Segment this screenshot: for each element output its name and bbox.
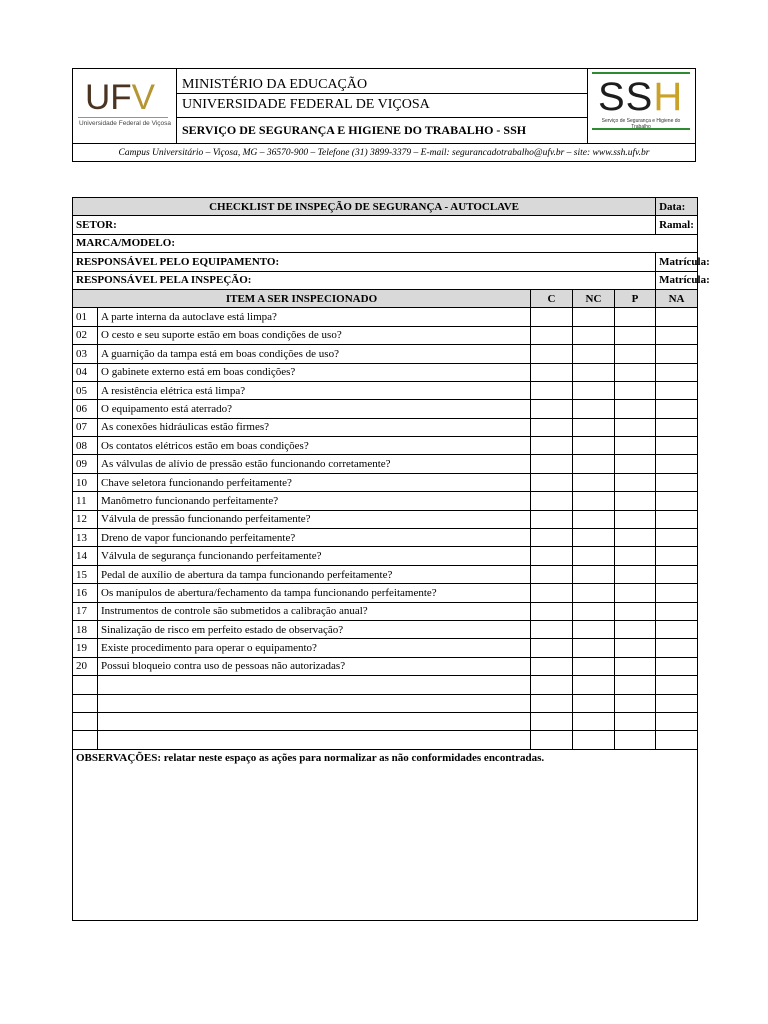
ssh-logo-subtitle: Serviço de Segurança e Higiene do Trabalho	[601, 118, 681, 130]
answer-nc-cell[interactable]	[573, 529, 615, 547]
blank-item-row	[73, 694, 698, 712]
item-question: Os contatos elétricos estão em boas condições?	[98, 437, 531, 455]
item-question: Possui bloqueio contra uso de pessoas não autorizadas?	[98, 657, 531, 675]
observations-label: OBSERVAÇÕES:	[76, 751, 161, 764]
inspection-responsible-field[interactable]: RESPONSÁVEL PELA INSPEÇÃO:	[73, 271, 656, 289]
answer-na-cell[interactable]	[656, 473, 698, 491]
checklist-item-row	[73, 455, 698, 473]
checklist-item-row	[73, 400, 698, 418]
answer-nc-cell[interactable]	[573, 345, 615, 363]
checklist-item-row	[73, 657, 698, 675]
checklist-item-row	[73, 547, 698, 565]
answer-c-cell[interactable]	[531, 547, 573, 565]
answer-na-cell[interactable]	[656, 437, 698, 455]
item-question: Dreno de vapor funcionando perfeitamente?	[98, 529, 531, 547]
answer-na-cell[interactable]	[656, 584, 698, 602]
blank-question-cell[interactable]	[98, 676, 531, 694]
answer-nc-cell[interactable]	[573, 712, 615, 730]
ufv-logo-subtitle: Universidade Federal de Viçosa	[78, 120, 171, 127]
inspection-registration-field[interactable]: Matrícula:	[656, 271, 698, 289]
answer-c-cell[interactable]	[531, 565, 573, 583]
item-question: A parte interna da autoclave está limpa?	[98, 308, 531, 326]
item-number: 11	[73, 492, 98, 510]
answer-c-cell[interactable]	[531, 455, 573, 473]
checklist-item-row	[73, 510, 698, 528]
contact-line: Campus Universitário – Viçosa, MG – 36570-900 – Telefone (31) 3899-3379 – E-mail: segurancadotrabalho@ufv.br – site: www.ssh.ufv.br	[73, 143, 695, 162]
checklist-item-row	[73, 418, 698, 436]
ufv-logo-rule	[78, 117, 168, 118]
blank-item-row	[73, 731, 698, 749]
checklist-item-row	[73, 381, 698, 399]
ministry-title: MINISTÉRIO DA EDUCAÇÃO	[177, 69, 587, 94]
ssh-logo-mark: SSH	[598, 75, 684, 119]
column-header-nc: NC	[573, 289, 615, 307]
item-question: O equipamento está aterrado?	[98, 400, 531, 418]
item-number: 06	[73, 400, 98, 418]
answer-na-cell[interactable]	[656, 400, 698, 418]
answer-p-cell[interactable]	[615, 602, 656, 620]
item-question: Válvula de segurança funcionando perfeitamente?	[98, 547, 531, 565]
answer-c-cell[interactable]	[531, 602, 573, 620]
answer-p-cell[interactable]	[615, 639, 656, 657]
column-header-c: C	[531, 289, 573, 307]
sector-row	[73, 216, 698, 234]
answer-nc-cell[interactable]	[573, 363, 615, 381]
answer-c-cell[interactable]	[531, 712, 573, 730]
answer-na-cell[interactable]	[656, 492, 698, 510]
observations-field[interactable]	[73, 749, 698, 920]
item-number: 19	[73, 639, 98, 657]
answer-p-cell[interactable]	[615, 400, 656, 418]
item-question: A resistência elétrica está limpa?	[98, 381, 531, 399]
answer-nc-cell[interactable]	[573, 492, 615, 510]
answer-na-cell[interactable]	[656, 418, 698, 436]
answer-na-cell[interactable]	[656, 602, 698, 620]
checklist-item-row	[73, 584, 698, 602]
item-question: Válvula de pressão funcionando perfeitamente?	[98, 510, 531, 528]
answer-p-cell[interactable]	[615, 510, 656, 528]
answer-na-cell[interactable]	[656, 639, 698, 657]
title-row	[73, 198, 698, 216]
ufv-logo	[73, 69, 177, 143]
blank-number-cell[interactable]	[73, 694, 98, 712]
observations-row	[73, 749, 698, 920]
item-question: A guarnição da tampa está em boas condições de uso?	[98, 345, 531, 363]
answer-c-cell[interactable]	[531, 510, 573, 528]
ssh-logo-frame	[592, 72, 690, 130]
answer-nc-cell[interactable]	[573, 657, 615, 675]
answer-c-cell[interactable]	[531, 473, 573, 491]
item-question: As conexões hidráulicas estão firmes?	[98, 418, 531, 436]
answer-na-cell[interactable]	[656, 510, 698, 528]
blank-number-cell[interactable]	[73, 731, 98, 749]
answer-p-cell[interactable]	[615, 731, 656, 749]
answer-na-cell[interactable]	[656, 712, 698, 730]
checklist-item-row	[73, 565, 698, 583]
answer-nc-cell[interactable]	[573, 547, 615, 565]
checklist-item-row	[73, 437, 698, 455]
item-question: Pedal de auxílio de abertura da tampa funcionando perfeitamente?	[98, 565, 531, 583]
answer-c-cell[interactable]	[531, 639, 573, 657]
item-number: 02	[73, 326, 98, 344]
answer-c-cell[interactable]	[531, 584, 573, 602]
column-header-row	[73, 289, 698, 307]
answer-nc-cell[interactable]	[573, 473, 615, 491]
item-number: 01	[73, 308, 98, 326]
sector-field[interactable]: SETOR:	[73, 216, 656, 234]
item-number: 20	[73, 657, 98, 675]
equipment-responsible-field[interactable]: RESPONSÁVEL PELO EQUIPAMENTO:	[73, 253, 656, 271]
answer-na-cell[interactable]	[656, 620, 698, 638]
item-number: 05	[73, 381, 98, 399]
answer-c-cell[interactable]	[531, 308, 573, 326]
answer-p-cell[interactable]	[615, 492, 656, 510]
answer-nc-cell[interactable]	[573, 400, 615, 418]
item-number: 17	[73, 602, 98, 620]
item-question: Os manípulos de abertura/fechamento da tampa funcionando perfeitamente?	[98, 584, 531, 602]
header-titles	[177, 69, 587, 143]
answer-na-cell[interactable]	[656, 455, 698, 473]
item-number: 12	[73, 510, 98, 528]
service-title: SERVIÇO DE SEGURANÇA E HIGIENE DO TRABALHO - SSH	[182, 123, 527, 137]
answer-c-cell[interactable]	[531, 437, 573, 455]
item-number: 04	[73, 363, 98, 381]
item-number: 18	[73, 620, 98, 638]
answer-nc-cell[interactable]	[573, 639, 615, 657]
answer-p-cell[interactable]	[615, 620, 656, 638]
answer-p-cell[interactable]	[615, 565, 656, 583]
column-header-p: P	[615, 289, 656, 307]
item-number: 03	[73, 345, 98, 363]
item-number: 16	[73, 584, 98, 602]
equipment-responsible-row	[73, 253, 698, 271]
answer-c-cell[interactable]	[531, 731, 573, 749]
item-question: O gabinete externo está em boas condições?	[98, 363, 531, 381]
equipment-registration-field[interactable]: Matrícula:	[656, 253, 698, 271]
answer-p-cell[interactable]	[615, 676, 656, 694]
answer-p-cell[interactable]	[615, 345, 656, 363]
ssh-logo	[587, 69, 695, 143]
item-question: As válvulas de alívio de pressão estão funcionando corretamente?	[98, 455, 531, 473]
model-field[interactable]: MARCA/MODELO:	[73, 234, 698, 252]
university-title: UNIVERSIDADE FEDERAL DE VIÇOSA	[177, 94, 587, 118]
answer-p-cell[interactable]	[615, 584, 656, 602]
extension-field[interactable]: Ramal:	[656, 216, 698, 234]
answer-nc-cell[interactable]	[573, 455, 615, 473]
document-header	[72, 68, 696, 162]
answer-p-cell[interactable]	[615, 308, 656, 326]
answer-nc-cell[interactable]	[573, 308, 615, 326]
answer-p-cell[interactable]	[615, 326, 656, 344]
answer-p-cell[interactable]	[615, 712, 656, 730]
answer-c-cell[interactable]	[531, 381, 573, 399]
answer-c-cell[interactable]	[531, 694, 573, 712]
checklist-item-row	[73, 473, 698, 491]
answer-nc-cell[interactable]	[573, 620, 615, 638]
answer-c-cell[interactable]	[531, 657, 573, 675]
answer-c-cell[interactable]	[531, 326, 573, 344]
blank-question-cell[interactable]	[98, 712, 531, 730]
item-number: 10	[73, 473, 98, 491]
answer-nc-cell[interactable]	[573, 584, 615, 602]
checklist-item-row	[73, 602, 698, 620]
column-header-na: NA	[656, 289, 698, 307]
answer-nc-cell[interactable]	[573, 565, 615, 583]
item-question: Sinalização de risco em perfeito estado de observação?	[98, 620, 531, 638]
answer-nc-cell[interactable]	[573, 510, 615, 528]
answer-nc-cell[interactable]	[573, 694, 615, 712]
answer-p-cell[interactable]	[615, 418, 656, 436]
answer-p-cell[interactable]	[615, 381, 656, 399]
answer-p-cell[interactable]	[615, 455, 656, 473]
item-question: O cesto e seu suporte estão em boas condições de uso?	[98, 326, 531, 344]
inspection-responsible-row	[73, 271, 698, 289]
item-number: 14	[73, 547, 98, 565]
answer-c-cell[interactable]	[531, 529, 573, 547]
checklist-item-row	[73, 308, 698, 326]
answer-na-cell[interactable]	[656, 529, 698, 547]
item-number: 08	[73, 437, 98, 455]
observations-hint: relatar neste espaço as ações para normalizar as não conformidades encontradas.	[163, 751, 545, 764]
checklist-table	[72, 197, 710, 921]
answer-c-cell[interactable]	[531, 363, 573, 381]
answer-c-cell[interactable]	[531, 400, 573, 418]
answer-c-cell[interactable]	[531, 620, 573, 638]
item-question: Chave seletora funcionando perfeitamente?	[98, 473, 531, 491]
date-field[interactable]: Data:	[656, 198, 698, 216]
answer-c-cell[interactable]	[531, 492, 573, 510]
answer-c-cell[interactable]	[531, 345, 573, 363]
answer-p-cell[interactable]	[615, 363, 656, 381]
model-row	[73, 234, 698, 252]
checklist-item-row	[73, 326, 698, 344]
answer-c-cell[interactable]	[531, 418, 573, 436]
checklist-item-row	[73, 529, 698, 547]
answer-na-cell[interactable]	[656, 547, 698, 565]
item-question: Existe procedimento para operar o equipamento?	[98, 639, 531, 657]
answer-na-cell[interactable]	[656, 363, 698, 381]
answer-nc-cell[interactable]	[573, 418, 615, 436]
answer-nc-cell[interactable]	[573, 731, 615, 749]
answer-p-cell[interactable]	[615, 694, 656, 712]
answer-na-cell[interactable]	[656, 308, 698, 326]
answer-c-cell[interactable]	[531, 676, 573, 694]
answer-na-cell[interactable]	[656, 345, 698, 363]
answer-na-cell[interactable]	[656, 676, 698, 694]
answer-p-cell[interactable]	[615, 473, 656, 491]
blank-number-cell[interactable]	[73, 712, 98, 730]
blank-item-row	[73, 676, 698, 694]
answer-nc-cell[interactable]	[573, 381, 615, 399]
answer-na-cell[interactable]	[656, 694, 698, 712]
answer-na-cell[interactable]	[656, 565, 698, 583]
form-title: CHECKLIST DE INSPEÇÃO DE SEGURANÇA - AUTOCLAVE	[73, 198, 656, 216]
answer-nc-cell[interactable]	[573, 676, 615, 694]
item-number: 13	[73, 529, 98, 547]
answer-nc-cell[interactable]	[573, 602, 615, 620]
answer-na-cell[interactable]	[656, 326, 698, 344]
ufv-logo-mark: UFV	[85, 78, 156, 117]
answer-p-cell[interactable]	[615, 657, 656, 675]
answer-p-cell[interactable]	[615, 437, 656, 455]
checklist-item-row	[73, 363, 698, 381]
answer-p-cell[interactable]	[615, 547, 656, 565]
item-number: 09	[73, 455, 98, 473]
checklist-item-row	[73, 639, 698, 657]
blank-question-cell[interactable]	[98, 694, 531, 712]
checklist-item-row	[73, 345, 698, 363]
column-header-item: ITEM A SER INSPECIONADO	[73, 289, 531, 307]
item-question: Manômetro funcionando perfeitamente?	[98, 492, 531, 510]
blank-number-cell[interactable]	[73, 676, 98, 694]
answer-na-cell[interactable]	[656, 381, 698, 399]
answer-na-cell[interactable]	[656, 731, 698, 749]
answer-na-cell[interactable]	[656, 657, 698, 675]
blank-item-row	[73, 712, 698, 730]
item-number: 15	[73, 565, 98, 583]
answer-nc-cell[interactable]	[573, 437, 615, 455]
answer-nc-cell[interactable]	[573, 326, 615, 344]
blank-question-cell[interactable]	[98, 731, 531, 749]
answer-p-cell[interactable]	[615, 529, 656, 547]
item-question: Instrumentos de controle são submetidos a calibração anual?	[98, 602, 531, 620]
item-number: 07	[73, 418, 98, 436]
checklist-item-row	[73, 492, 698, 510]
checklist-item-row	[73, 620, 698, 638]
